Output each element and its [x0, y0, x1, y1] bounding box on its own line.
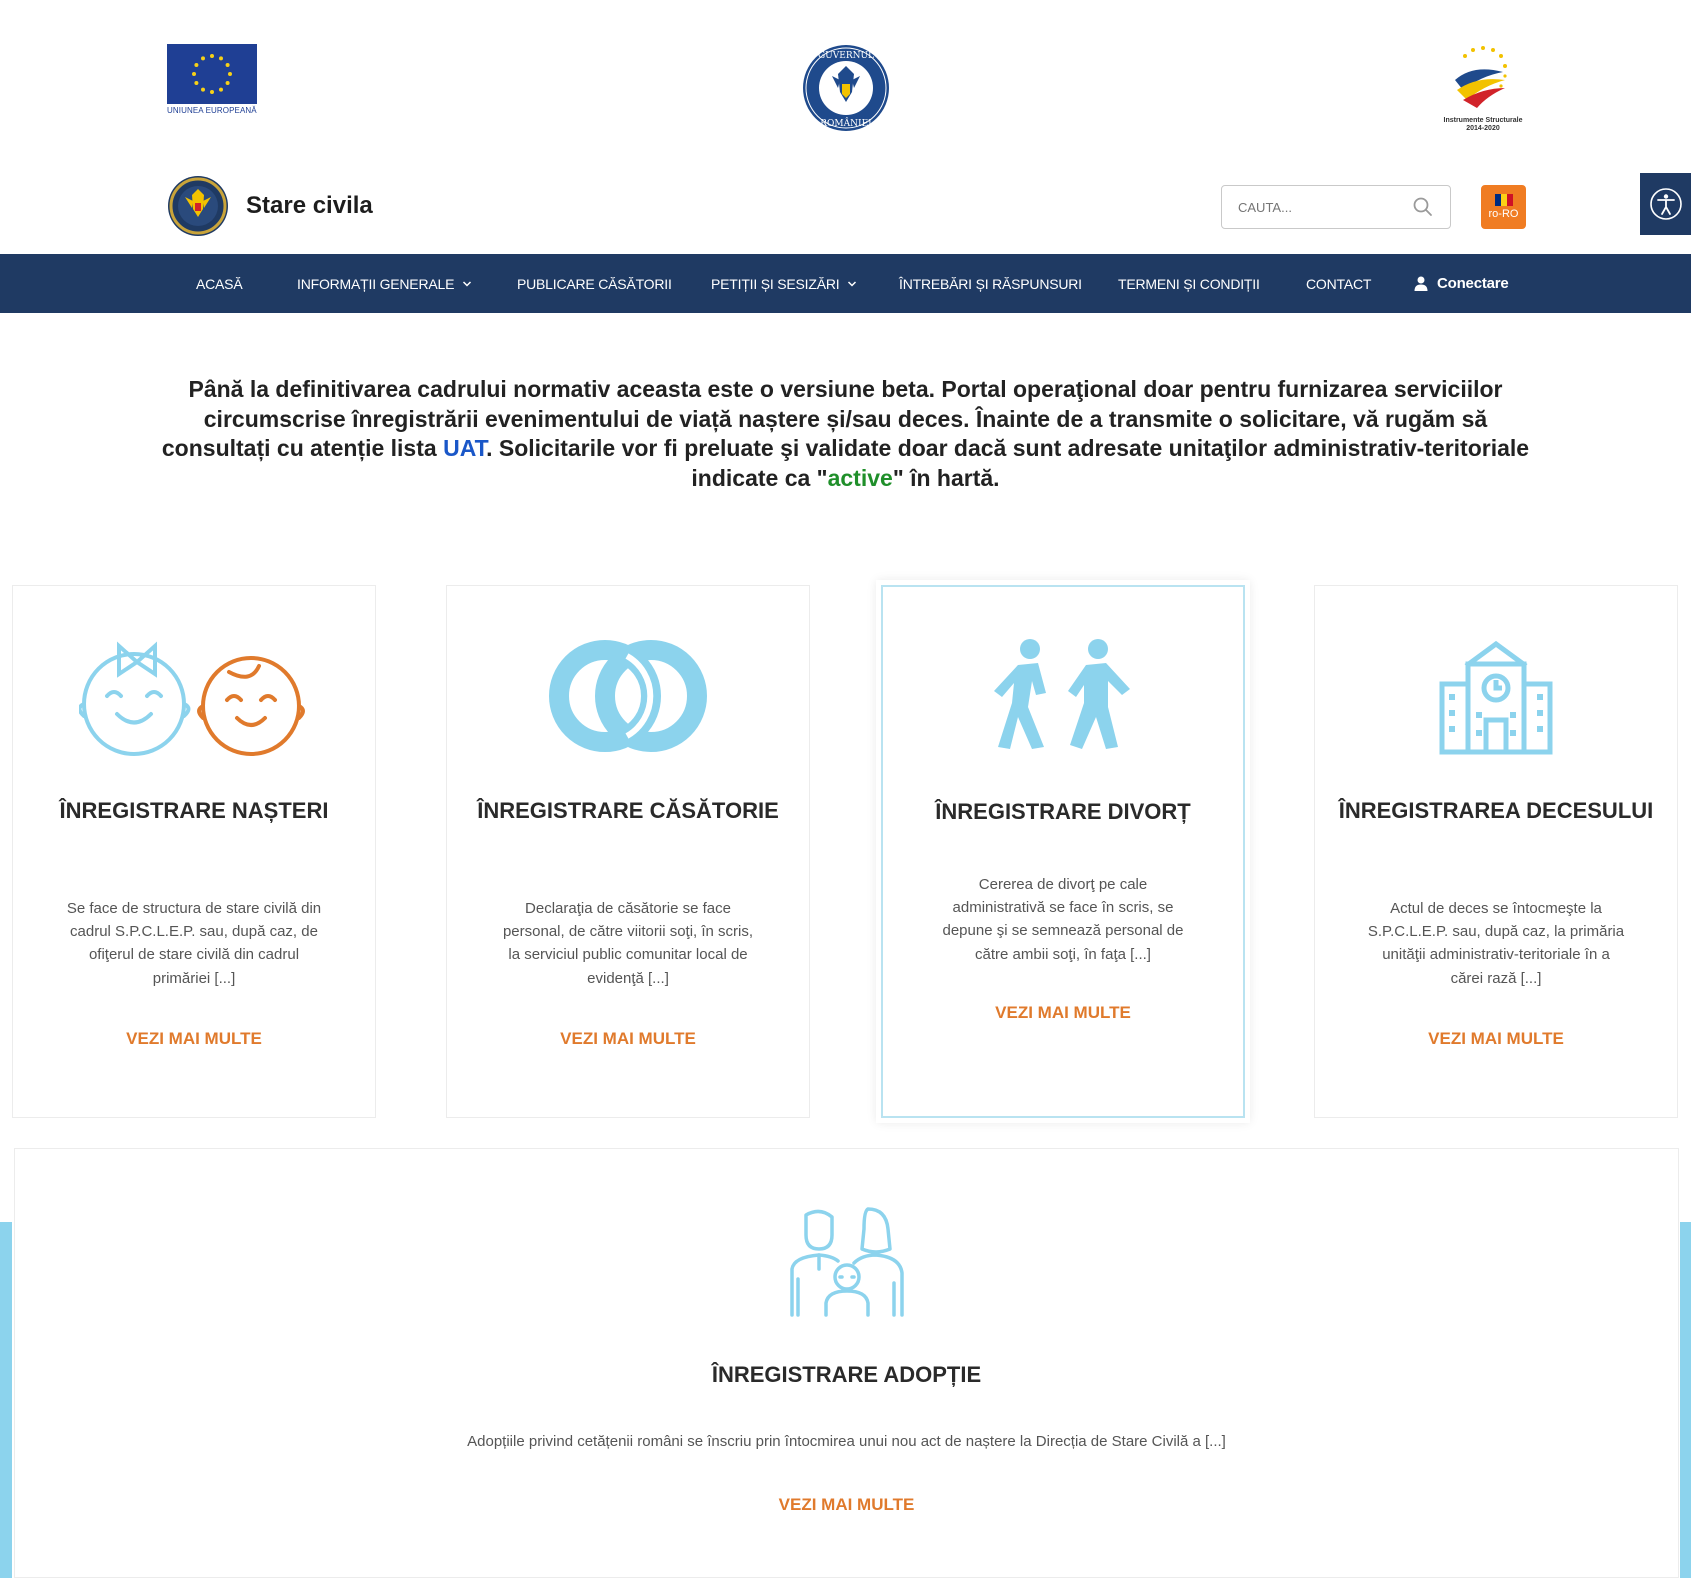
structural-instruments-caption-2: 2014-2020 [1466, 125, 1500, 132]
accessibility-icon [1649, 187, 1683, 221]
card-nasteri[interactable] [12, 585, 376, 1118]
walking-people-icon [988, 637, 1138, 757]
notice-text-3: " în hartă. [892, 464, 1000, 491]
babies-icon [79, 636, 309, 756]
nav-label: ACASĂ [196, 275, 243, 292]
card-title: ÎNREGISTRAREA DECESULUI [1338, 798, 1654, 823]
eu-stars-icon [167, 44, 257, 104]
chevron-down-icon [462, 279, 472, 289]
uat-link[interactable]: UAT [443, 435, 487, 461]
user-icon [1414, 276, 1428, 291]
card-text: Cererea de divorţ pe cale administrativă se face în scris, se depune şi se semnează personal de către ambii soţi, în faţa [...] [942, 876, 1184, 963]
language-label: ro-RO [1488, 208, 1519, 220]
gov-ring-bottom: ROMÂNIEI [820, 119, 872, 129]
card-title: ÎNREGISTRARE ADOPȚIE [711, 1362, 982, 1387]
card-link[interactable]: VEZI MAI MULTE [778, 1495, 915, 1514]
card-adoptie[interactable] [14, 1148, 1679, 1578]
structural-instruments-caption-1: Instrumente Structurale [1443, 117, 1523, 124]
building-icon [1436, 636, 1556, 756]
main-navigation [0, 254, 1691, 313]
card-link[interactable]: VEZI MAI MULTE [126, 1029, 262, 1048]
beta-notice [150, 375, 1541, 493]
login-button[interactable] [1414, 254, 1509, 313]
card-title: ÎNREGISTRARE NAȘTERI [59, 798, 329, 823]
card-casatorie[interactable] [446, 585, 810, 1118]
family-icon [782, 1203, 912, 1323]
rings-icon [543, 636, 713, 756]
decorative-side-bar [1680, 1222, 1691, 1578]
nav-label: CONTACT [1306, 275, 1372, 292]
eu-flag [167, 44, 257, 104]
eu-caption: UNIUNEA EUROPEANĂ [167, 106, 257, 115]
romania-flag-icon [1495, 194, 1513, 206]
login-label: Conectare [1437, 275, 1509, 292]
partner-logos [0, 0, 1691, 160]
eu-logo [167, 44, 257, 115]
nav-item-informatii-generale[interactable] [297, 254, 472, 313]
card-text: Adopțiile privind cetățenii români se înscriu prin întocmirea unui nou act de naștere la Direcția de Stare Civilă a [...] [467, 1433, 1226, 1450]
structural-instruments-icon [1433, 42, 1533, 112]
notice-text-1: Până la definitivarea cadrului normativ aceasta este o versiune beta. Portal operaţional doar pentru furnizarea serviciilor circumscrise înregistrării evenimentului de viață naștere și/sau deces. Înainte de a transmite o solicitare, vă rugăm să consultați cu atenție lista [161, 376, 1503, 461]
card-text: Actul de deces se întocmeşte la S.P.C.L.E.P. sau, după caz, la primăria unităţii administrativ-teritoriale în a cărei rază [...] [1367, 900, 1625, 987]
nav-label: TERMENI ȘI CONDIȚII [1118, 275, 1260, 292]
nav-item-intrebari-raspunsuri[interactable] [899, 254, 1082, 313]
search-input[interactable] [1238, 200, 1398, 215]
language-button[interactable] [1481, 185, 1526, 229]
card-text: Declaraţia de căsătorie se face personal, de către viitorii soţi, în scris, la serviciul public comunitar local de evidenţă [...] [502, 900, 754, 987]
nav-label: PETIȚII ȘI SESIZĂRI [711, 275, 840, 292]
gov-ring-top: GUVERNUL [817, 51, 875, 61]
structural-instruments-logo [1433, 42, 1533, 132]
nav-label: PUBLICARE CĂSĂTORII [517, 275, 672, 292]
active-label: active [827, 464, 893, 491]
nav-item-acasa[interactable] [196, 254, 242, 313]
search-icon[interactable] [1412, 196, 1434, 218]
nav-label: INFORMAȚII GENERALE [297, 275, 455, 292]
card-link[interactable]: VEZI MAI MULTE [560, 1029, 696, 1048]
nav-item-petitii-sesizari[interactable] [711, 254, 857, 313]
nav-item-publicare-casatorii[interactable] [517, 254, 672, 313]
site-brand[interactable] [167, 175, 373, 237]
government-logo [802, 44, 890, 132]
card-link[interactable]: VEZI MAI MULTE [1428, 1029, 1564, 1048]
site-title: Stare civila [246, 192, 373, 219]
card-title: ÎNREGISTRARE DIVORȚ [935, 799, 1191, 824]
card-title: ÎNREGISTRARE CĂSĂTORIE [477, 798, 779, 823]
card-link[interactable]: VEZI MAI MULTE [995, 1003, 1131, 1022]
chevron-down-icon [847, 279, 857, 289]
search-box[interactable] [1221, 185, 1451, 229]
card-divort[interactable] [881, 585, 1245, 1118]
ministry-seal-icon [167, 175, 229, 237]
notice-text-2: . Solicitarile vor fi preluate şi validate doar dacă sunt adresate unitaţilor administrativ-teritoriale indicate ca " [486, 435, 1530, 491]
government-seal-icon [802, 44, 890, 132]
card-text: Se face de structura de stare civilă din cadrul S.P.C.L.E.P. sau, după caz, de ofiţerul de stare civilă din cadrul primăriei [...] [66, 900, 322, 987]
decorative-side-bar [0, 1222, 12, 1578]
accessibility-button[interactable] [1640, 173, 1691, 235]
card-deces[interactable] [1314, 585, 1678, 1118]
nav-label: ÎNTREBĂRI ȘI RĂSPUNSURI [899, 275, 1082, 292]
nav-item-contact[interactable] [1306, 254, 1371, 313]
nav-item-termeni-conditii[interactable] [1118, 254, 1260, 313]
